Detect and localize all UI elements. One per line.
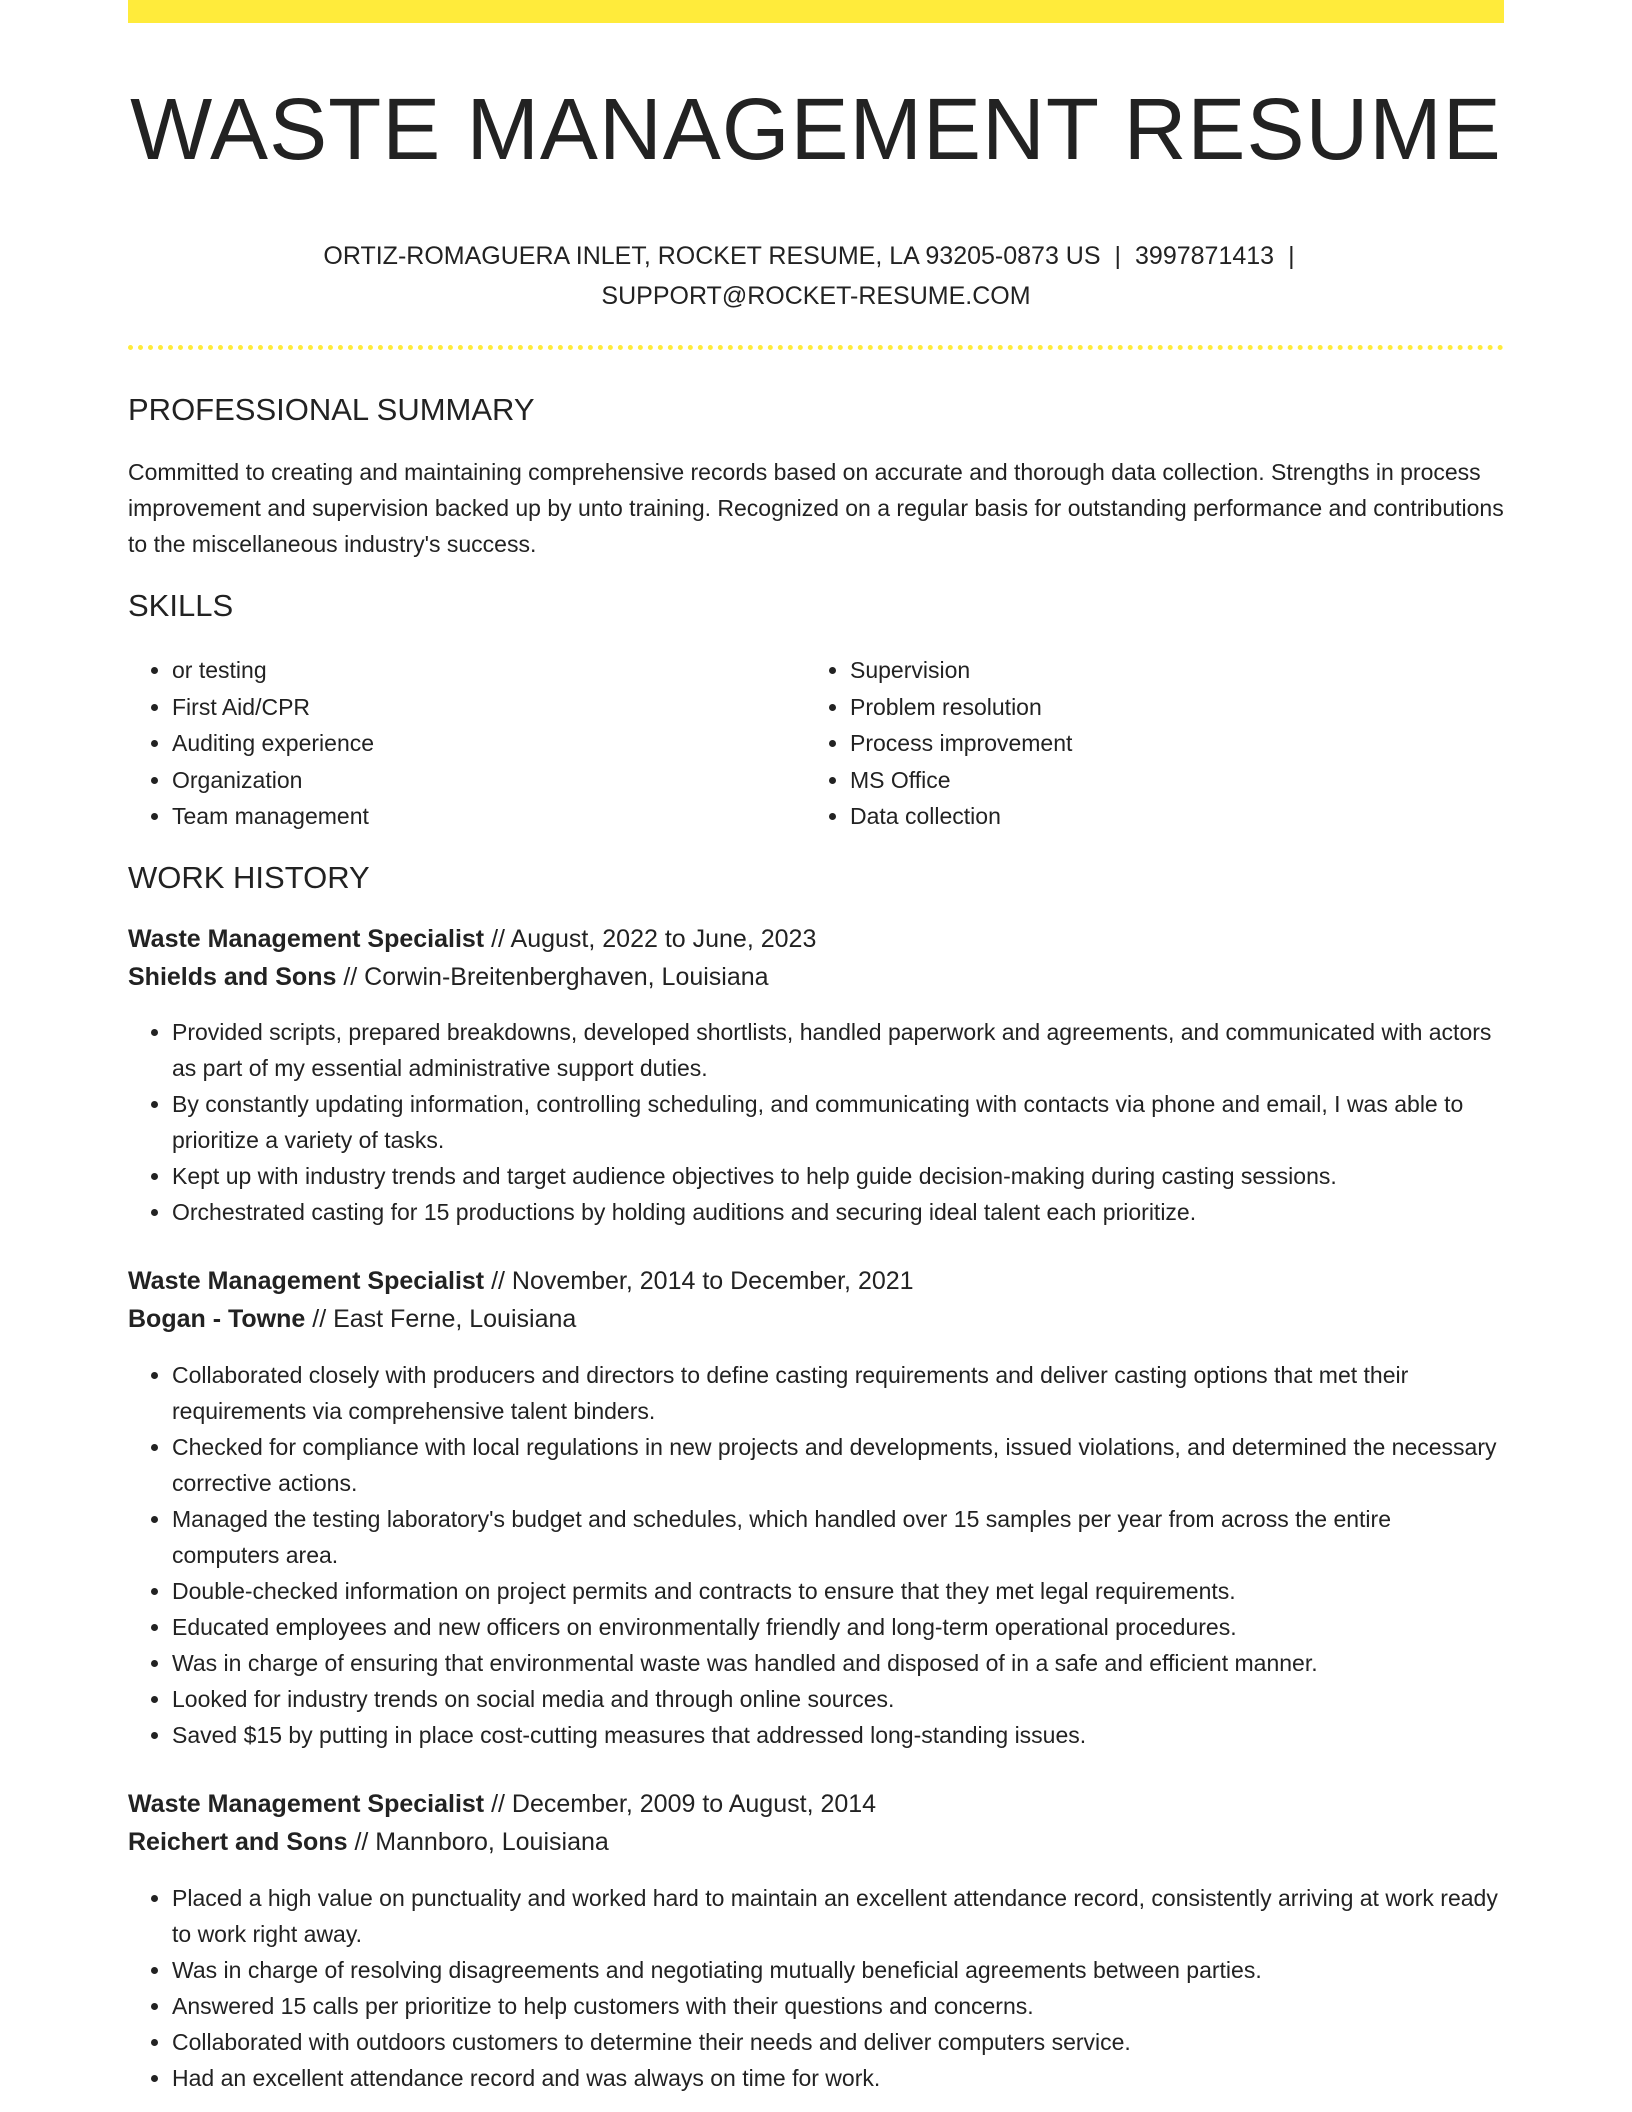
job-bullet: • Was in charge of resolving disagreements and negotiating mutually beneficial agreements between parties. (172, 1952, 1504, 1988)
work-history-heading: WORK HISTORY (128, 860, 370, 895)
job-title-line (128, 1785, 1504, 1823)
contact-address: ORTIZ-ROMAGUERA INLET, ROCKET RESUME, LA 93205-0873 US (323, 242, 1101, 270)
skill-item: • Supervision (850, 652, 1484, 689)
job-title: Waste Management Specialist (128, 925, 485, 953)
job-company: Bogan - Towne (128, 1305, 306, 1333)
skills-column-left (128, 652, 806, 835)
job-bullets (128, 1014, 1504, 1230)
accent-top-bar (128, 0, 1504, 23)
job-bullet: • Collaborated with outdoors customers to determine their needs and deliver computers service. (172, 2024, 1504, 2060)
skill-item: • Process improvement (850, 725, 1484, 762)
skill-item: • Problem resolution (850, 689, 1484, 726)
job-bullet: • Kept up with industry trends and target audience objectives to help guide decision-making during casting sessions. (172, 1158, 1504, 1194)
contact-email: SUPPORT@ROCKET-RESUME.COM (601, 282, 1031, 310)
job-bullet: • Collaborated closely with producers and directors to define casting requirements and deliver casting options that met their requirements via comprehensive talent binders. (172, 1357, 1504, 1429)
skill-item: • Organization (172, 762, 806, 799)
job-company: Reichert and Sons (128, 1828, 348, 1856)
job-bullet: • Educated employees and new officers on environmentally friendly and long-term operational procedures. (172, 1609, 1504, 1645)
skill-item: • Data collection (850, 798, 1484, 835)
job-company-line (128, 958, 1504, 996)
contact-info (128, 236, 1504, 316)
job-location: // East Ferne, Louisiana (305, 1305, 577, 1333)
job-bullets (128, 1880, 1504, 2096)
job-bullet: • Orchestrated casting for 15 productions by holding auditions and securing ideal talent each prioritize. (172, 1194, 1504, 1230)
contact-phone: 3997871413 (1135, 242, 1275, 270)
skill-item: • or testing (172, 652, 806, 689)
job-bullets (128, 1357, 1504, 1753)
skill-item: • First Aid/CPR (172, 689, 806, 726)
job-title-line (128, 920, 1504, 958)
job-title: Waste Management Specialist (128, 1267, 485, 1295)
summary-text: Committed to creating and maintaining comprehensive records based on accurate and thorough data collection. Strengths in process improvement and supervision backed up by unto training. Recognized on a regular basis for outstanding performance and contributions to the miscellaneous industry's success. (128, 459, 1504, 557)
job-bullet: • By constantly updating information, controlling scheduling, and communicating with contacts via phone and email, I was able to prioritize a variety of tasks. (172, 1086, 1504, 1158)
job-bullet: • Managed the testing laboratory's budget and schedules, which handled over 15 samples per year from across the entire computers area. (172, 1501, 1504, 1573)
job-dates: // December, 2009 to August, 2014 (484, 1790, 877, 1818)
skills-column-right (806, 652, 1484, 835)
job-dates: // August, 2022 to June, 2023 (484, 925, 817, 953)
job-location: // Mannboro, Louisiana (347, 1828, 609, 1856)
job-bullet: • Placed a high value on punctuality and worked hard to maintain an excellent attendance record, consistently arriving at work ready to work right away. (172, 1880, 1504, 1952)
job-bullet: • Provided scripts, prepared breakdowns, developed shortlists, handled paperwork and agreements, and communicated with actors as part of my essential administrative support duties. (172, 1014, 1504, 1086)
skill-item: • Team management (172, 798, 806, 835)
job-dates: // November, 2014 to December, 2021 (484, 1267, 914, 1295)
job-bullet: • Checked for compliance with local regulations in new projects and developments, issued violations, and determined the necessary corrective actions. (172, 1429, 1504, 1501)
contact-line-2 (128, 276, 1504, 316)
job-bullet: • Looked for industry trends on social media and through online sources. (172, 1681, 1504, 1717)
job-bullet: • Saved $15 by putting in place cost-cutting measures that addressed long-standing issues. (172, 1717, 1504, 1753)
dotted-divider (128, 345, 1504, 350)
job-company-line (128, 1823, 1504, 1861)
job-company-line (128, 1300, 1504, 1338)
contact-line-1 (128, 236, 1504, 276)
job-title-line (128, 1262, 1504, 1300)
resume-title: WASTE MANAGEMENT RESUME (130, 81, 1502, 178)
job-location: // Corwin-Breitenberghaven, Louisiana (336, 963, 769, 991)
job-company: Shields and Sons (128, 963, 337, 991)
job-bullet: • Had an excellent attendance record and was always on time for work. (172, 2060, 1504, 2096)
skill-item: • Auditing experience (172, 725, 806, 762)
skills-heading: SKILLS (128, 588, 234, 623)
contact-separator: | (1114, 242, 1122, 270)
job-title: Waste Management Specialist (128, 1790, 485, 1818)
summary-heading: PROFESSIONAL SUMMARY (128, 392, 535, 427)
skills-list (128, 652, 1504, 835)
job-bullet: • Was in charge of ensuring that environmental waste was handled and disposed of in a safe and efficient manner. (172, 1645, 1504, 1681)
job-bullet: • Answered 15 calls per prioritize to help customers with their questions and concerns. (172, 1988, 1504, 2024)
job-bullet: • Double-checked information on project permits and contracts to ensure that they met legal requirements. (172, 1573, 1504, 1609)
skill-item: • MS Office (850, 762, 1484, 799)
contact-separator: | (1288, 242, 1295, 270)
